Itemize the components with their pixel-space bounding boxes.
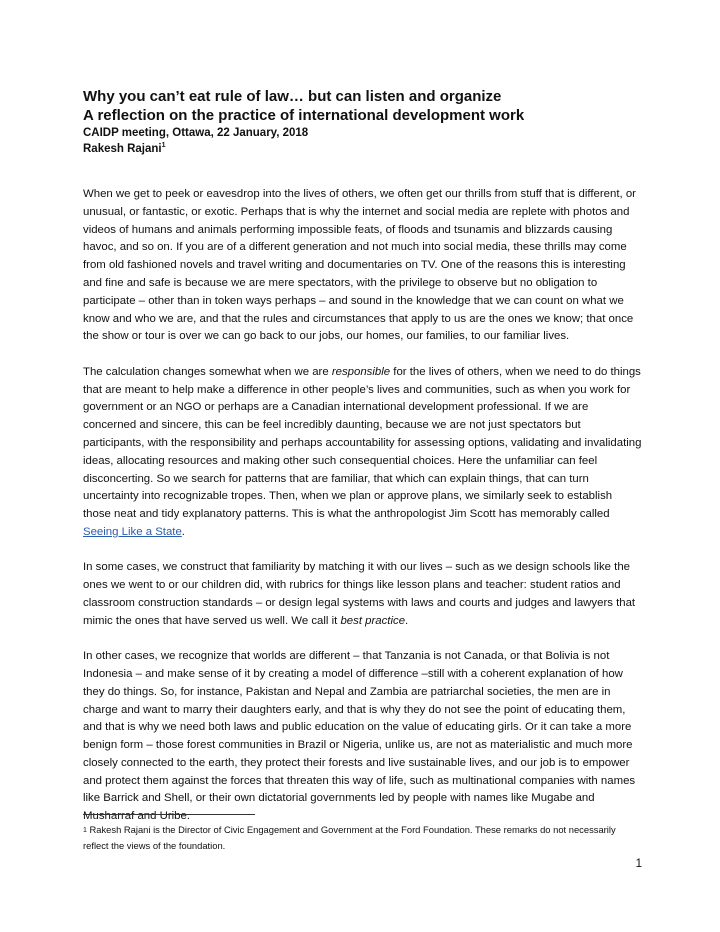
document-subtitle: A reflection on the practice of international development work: [83, 107, 525, 124]
document-body: [83, 186, 643, 844]
seeing-like-a-state-link[interactable]: Seeing Like a State: [83, 525, 182, 538]
emphasis-responsible: responsible: [331, 365, 391, 378]
author-name: Rakesh Rajani: [83, 143, 162, 155]
paragraph-4: In other cases, we recognize that worlds are different – that Tanzania is not Canada, or that Bolivia is not Indonesia – and make sense of it by creating a model of difference –still with a coherent explanation of how they do things. So, for instance, Pakistan and Nepal and Zambia are patriarchal societies, the men are in charge and want to marry their daughters early, and that is why they do not see the point of educating them, and that is why we need both laws and public education on the value of educating girls. Or it can take a more benign form – those forest communities in Brazil or Nigeria, unlike us, are not as materialistic and much more closely connected to the earth, they protect their forests and live sustainable lives, and our job is to empower and protect them against the forces that threaten this way of life, such as multinational companies with names like Barrick and Shell, or their own dictatorial governments led by people with names like Mugabe and Musharraf and Uribe.: [83, 650, 636, 823]
paragraph-2: [83, 364, 643, 542]
paragraph-3-text-b: .: [405, 614, 409, 627]
footnote-divider: [83, 814, 255, 815]
footnote-text: Rakesh Rajani is the Director of Civic Engagement and Government at the Ford Foundation. These remarks do not necessarily reflect the views of the foundation.: [83, 824, 616, 851]
paragraph-2-text-b: for the lives of others, when we need to do things that are meant to help make a difference in other people’s lives and communities, such as when you work for government or an NGO or perhaps are a Canadian international development professional. If we are concerned and sincere, this can be feel incredibly daunting, because we are not just spectators but participants, with the responsibility and perhaps accountability for assessing options, validating and invalidating ideas, allocating resources and making other such consequential choices. Here the unfamiliar can feel disconcerting. So we search for patterns that are familiar, that which can explain things, that can turn uncertainty into recognizable tropes. Then, when we plan or approve plans, we similarly seek to establish those neat and tidy explanatory patterns. This is what the anthropologist Jim Scott has memorably called: [83, 365, 642, 521]
emphasis-best-practice: best practice: [340, 614, 406, 627]
author-line: [83, 141, 643, 157]
paragraph-3: [83, 559, 643, 630]
footnote-number: 1: [83, 827, 87, 834]
paragraph-3-text-a: In some cases, we construct that familiarity by matching it with our lives – such as we design schools like the ones we went to or our children did, with rubrics for things like lesson plans and teacher: student ratios and classroom construction standards – or design legal systems with laws and courts and judges and lawyers that mimic the ones that have served us well. We call it: [83, 561, 636, 627]
paragraph-2-text-a: The calculation changes somewhat when we are: [83, 365, 332, 378]
footnote: [83, 822, 643, 853]
document-header: [83, 87, 643, 157]
meeting-info: CAIDP meeting, Ottawa, 22 January, 2018: [83, 127, 309, 139]
paragraph-2-text-c: .: [181, 525, 185, 538]
paragraph-1: When we get to peek or eavesdrop into the lives of others, we often get our thrills from stuff that is different, or unusual, or fantastic, or exotic. Perhaps that is why the internet and social media are replete with photos and videos of humans and animals performing impossible feats, of floods and tsunamis and blizzards causing havoc, and so on. If you are of a different generation and not much into social media, these thrills may come from old fashioned novels and travel writing and documentaries on TV. One of the reasons this is interesting and fine and safe is because we are mere spectators, with the privilege to observe but no obligation to participate – other than in token ways perhaps – and sound in the knowledge that we can count on what we know and who we are, and that the rules and circumstances that apply to us are the ones we know; that once the show or tour is over we can go back to our jobs, our homes, our families, to our familiar lives.: [83, 188, 636, 343]
author-footnote-ref[interactable]: 1: [161, 142, 166, 150]
document-title: Why you can’t eat rule of law… but can listen and organize: [83, 88, 502, 105]
page-number: 1: [635, 858, 642, 870]
